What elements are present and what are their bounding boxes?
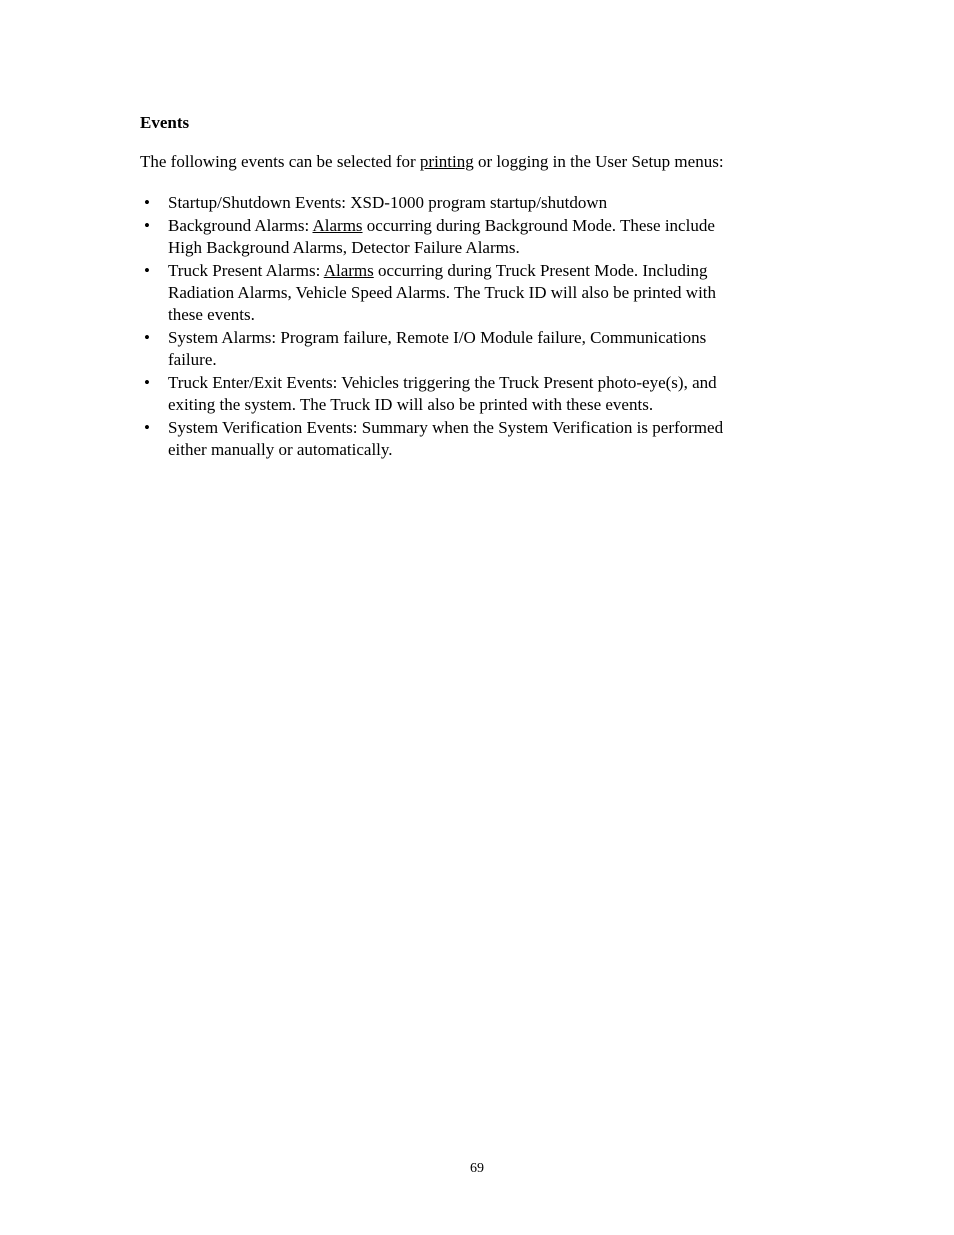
list-item (140, 215, 800, 259)
line-text: Startup/Shutdown Events: XSD-1000 program startup/shutdown (168, 193, 608, 212)
section-heading: Events (140, 113, 190, 132)
bullet-dot-icon: • (144, 328, 150, 347)
line-text: Truck Present Alarms: (168, 261, 324, 280)
list-item-line (168, 417, 800, 439)
line-text: exiting the system. The Truck ID will also be printed with these events. (168, 395, 654, 414)
line-text: occurring during Background Mode. These include (362, 216, 715, 235)
list-item (140, 327, 800, 371)
line-text: these events. (168, 305, 255, 324)
list-item-line (168, 260, 800, 282)
list-item-line (168, 282, 800, 304)
list-item-line (168, 237, 800, 259)
line-text: System Verification Events: Summary when the System Verification is performed (168, 418, 724, 437)
bullet-dot-icon: • (144, 418, 150, 437)
intro-text-before: The following events can be selected for (140, 152, 420, 171)
bullet-dot-icon: • (144, 373, 150, 392)
list-item (140, 417, 800, 461)
line-text: Background Alarms: (168, 216, 313, 235)
intro-text-after: or logging in the User Setup menus: (473, 152, 724, 171)
line-text: High Background Alarms, Detector Failure Alarms. (168, 238, 520, 257)
line-text: System Alarms: Program failure, Remote I/O Module failure, Communications (168, 328, 707, 347)
bullet-dot-icon: • (144, 193, 150, 212)
underlined-term: Alarms (323, 261, 374, 280)
underlined-term: Alarms (312, 216, 363, 235)
list-item (140, 260, 800, 326)
list-item-line (168, 349, 800, 371)
list-item (140, 372, 800, 416)
line-text: Truck Enter/Exit Events: Vehicles triggering the Truck Present photo-eye(s), and (168, 373, 717, 392)
list-item-line (168, 327, 800, 349)
list-item-line (168, 394, 800, 416)
line-text: Radiation Alarms, Vehicle Speed Alarms. The Truck ID will also be printed with (168, 283, 717, 302)
events-bullet-list (140, 192, 800, 462)
page-number: 69 (470, 1161, 484, 1176)
intro-paragraph (140, 151, 820, 173)
line-text: occurring during Truck Present Mode. Including (373, 261, 708, 280)
list-item-line (168, 192, 800, 214)
intro-underlined-printing: printing (419, 152, 474, 171)
bullet-dot-icon: • (144, 216, 150, 235)
line-text: either manually or automatically. (168, 440, 393, 459)
list-item-line (168, 304, 800, 326)
line-text: failure. (168, 350, 217, 369)
bullet-dot-icon: • (144, 261, 150, 280)
list-item-line (168, 372, 800, 394)
list-item-line (168, 215, 800, 237)
list-item-line (168, 439, 800, 461)
list-item (140, 192, 800, 214)
